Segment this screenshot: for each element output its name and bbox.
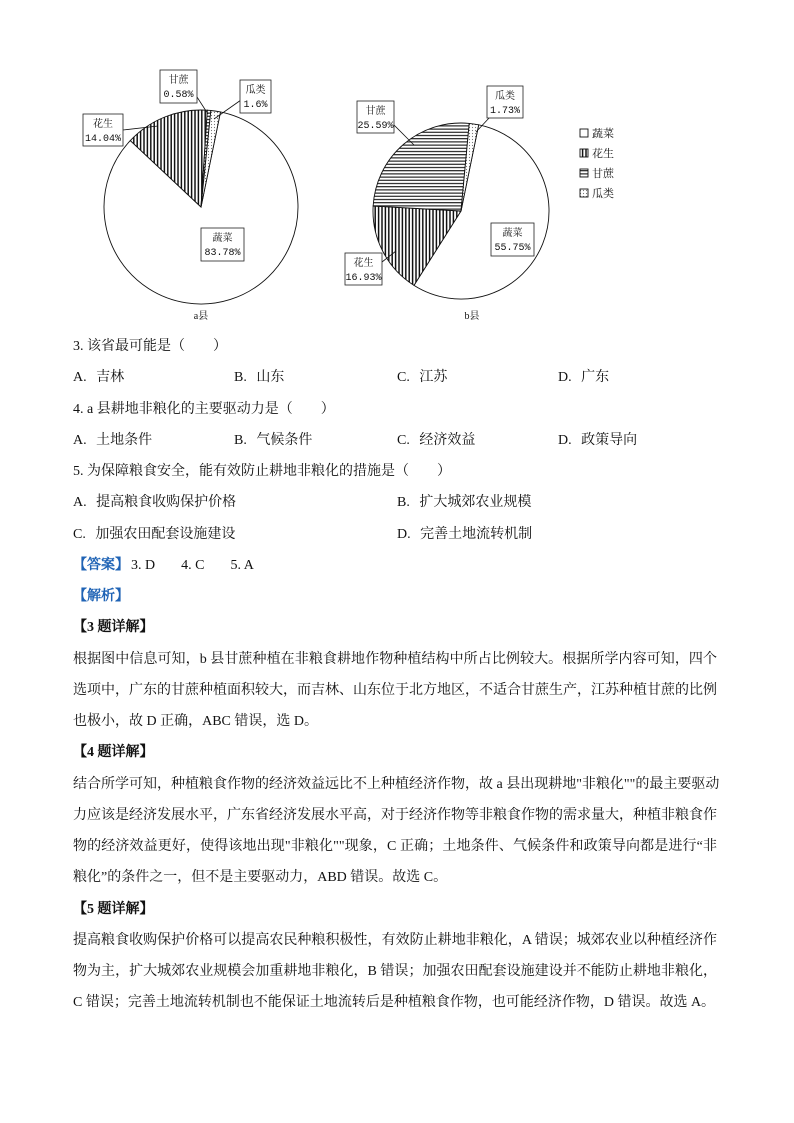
- pie-a-label-category-sugarcane: 甘蔗: [168, 75, 189, 86]
- analysis-3-line-3: 也极小，故 D 正确，ABC 错误，选 D。: [73, 714, 319, 729]
- question-5-option-a: A. 提高粮食收购保护价格: [73, 495, 237, 511]
- pie-b-title: b县: [464, 311, 480, 322]
- question-4-stem: 4. a 县耕地非粮化的主要驱动力是（ ）: [73, 401, 335, 417]
- question-3-option-b: B. 山东: [234, 370, 285, 386]
- analysis-3-line-2: 选项中，广东的甘蔗种植面积较大，而吉林、山东位于北方地区，不适合甘蔗生产，江苏种植甘蔗的比例: [73, 682, 717, 698]
- legend-label-peanut: 花生: [592, 148, 614, 160]
- pie-layer: [83, 70, 549, 322]
- question-and-analysis: [73, 331, 723, 1019]
- question-5-stem: 5. 为保障粮食安全，能有效防止耕地非粮化的措施是（ ）: [73, 464, 451, 479]
- pie-b-label-vegetables: [491, 223, 534, 256]
- legend-label-melon: 瓜类: [592, 188, 614, 200]
- pie-b-label-category-sugarcane: 甘蔗: [365, 106, 386, 117]
- legend-label-sugarcane: 甘蔗: [592, 168, 614, 180]
- pie-charts-figure: [0, 0, 794, 330]
- legend-swatch-peanut: [580, 149, 588, 157]
- pie-a-label-melon: [240, 80, 271, 113]
- pie-b-label-peanut: [345, 253, 382, 285]
- question-5-option-c: C. 加强农田配套设施建设: [73, 526, 236, 542]
- pie-b-label-melon: [487, 86, 523, 118]
- analysis-heading-4: 【4 题详解】: [73, 745, 154, 761]
- question-3-stem: 3. 该省最可能是（ ）: [73, 339, 227, 354]
- legend-item-vegetables: [580, 126, 614, 140]
- pie-b-label-sugarcane: [357, 101, 394, 133]
- analysis-4-line-2: 力应该是经济发展水平，广东省经济发展水平高，对于经济作物等非粮食作物的需求量大，种植非粮食作: [73, 807, 717, 823]
- analysis-heading-5: 【5 题详解】: [73, 901, 154, 917]
- legend-swatch-vegetables: [580, 129, 588, 137]
- legend-label-vegetables: 蔬菜: [592, 128, 614, 140]
- analysis-heading-3: 【3 题详解】: [73, 620, 154, 636]
- answer-item-5: 5. A: [230, 557, 254, 573]
- answer-label: 【答案】: [73, 557, 129, 573]
- question-5-option-b: B. 扩大城郊农业规模: [397, 495, 532, 511]
- pie-a-label-value-melon: 1.6%: [243, 100, 268, 111]
- analysis-4-line-3: 物的经济效益更好，使得该地出现"非粮化""现象，C 正确；土地条件、气候条件和政策导向都是进行“非: [73, 839, 717, 854]
- question-5-options-row-1: [73, 487, 723, 518]
- question-4-option-b: B. 气候条件: [234, 432, 313, 448]
- pie-a-label-category-melon: 瓜类: [245, 85, 266, 96]
- question-3-option-c: C. 江苏: [397, 370, 448, 386]
- pie-a-label-value-peanut: 14.04%: [84, 134, 122, 145]
- legend-swatch-sugarcane: [580, 169, 588, 177]
- analysis-5-line-3: C 错误；完善土地流转机制也不能保证土地流转后是种植粮食作物，也可能经济作物，D 错误。故选 A。: [73, 995, 716, 1011]
- chart-legend: [580, 126, 615, 200]
- pie-b-leader-sugarcane: [394, 125, 414, 145]
- analysis-label: 【解析】: [73, 589, 129, 604]
- question-3-options: [73, 362, 723, 393]
- pie-a-label-value-vegetables: 83.78%: [204, 248, 241, 259]
- pie-b-label-category-melon: 瓜类: [495, 91, 515, 102]
- question-5-options-row-2: [73, 519, 723, 550]
- pie-a-title: a县: [193, 311, 209, 322]
- answer-item-3: 3. D: [131, 557, 156, 573]
- pie-a-label-value-sugarcane: 0.58%: [163, 90, 194, 101]
- question-3-option-d: D. 广东: [558, 370, 610, 386]
- analysis-4-line-4: 粮化”的条件之一，但不是主要驱动力，ABD 错误。故选 C。: [73, 870, 448, 886]
- pie-b-slice-sugarcane: [373, 123, 469, 211]
- analysis-4-line-1: 结合所学可知，种植粮食作物的经济效益远比不上种植经济作物，故 a 县出现耕地"非粮化""的最主要驱动: [73, 776, 720, 792]
- pie-chart-b: [345, 86, 549, 322]
- pie-b-label-value-vegetables: 55.75%: [494, 243, 531, 254]
- question-4-option-a: A. 土地条件: [73, 432, 153, 448]
- pie-b-label-value-peanut: 16.93%: [345, 273, 382, 284]
- answer-line: [73, 550, 723, 581]
- question-4-options: [73, 425, 723, 456]
- pie-b-label-value-sugarcane: 25.59%: [357, 121, 394, 132]
- pie-b-label-category-peanut: 花生: [353, 258, 374, 269]
- pie-a-label-sugarcane: [160, 70, 197, 103]
- pie-chart-a: [83, 70, 298, 322]
- legend-item-peanut: [580, 146, 614, 160]
- legend-item-melon: [580, 186, 614, 200]
- analysis-5-line-2: 物为主，扩大城郊农业规模会加重耕地非粮化，B 错误；加强农田配套设施建设并不能防止耕地非粮化，: [73, 964, 717, 979]
- analysis-3-line-1: 根据图中信息可知，b 县甘蔗种植在非粮食耕地作物种植结构中所占比例较大。根据所学内容可知，四个: [73, 651, 717, 667]
- pie-a-label-vegetables: [201, 228, 244, 261]
- question-4-option-c: C. 经济效益: [397, 432, 476, 448]
- pie-a-label-category-peanut: 花生: [93, 119, 113, 130]
- question-4-option-d: D. 政策导向: [558, 432, 638, 448]
- question-3-option-a: A. 吉林: [73, 370, 125, 386]
- pie-a-label-category-vegetables: 蔬菜: [212, 233, 233, 244]
- question-5-option-d: D. 完善土地流转机制: [397, 526, 533, 542]
- pie-b-label-value-melon: 1.73%: [489, 106, 521, 117]
- pie-b-label-category-vegetables: 蔬菜: [502, 228, 523, 239]
- legend-swatch-melon: [580, 189, 588, 197]
- legend-item-sugarcane: [580, 166, 615, 180]
- analysis-5-line-1: 提高粮食收购保护价格可以提高农民种粮积极性，有效防止耕地非粮化，A 错误；城郊农业以种植经济作: [73, 932, 717, 948]
- pie-a-label-peanut: [83, 114, 123, 146]
- answer-item-4: 4. C: [181, 557, 205, 573]
